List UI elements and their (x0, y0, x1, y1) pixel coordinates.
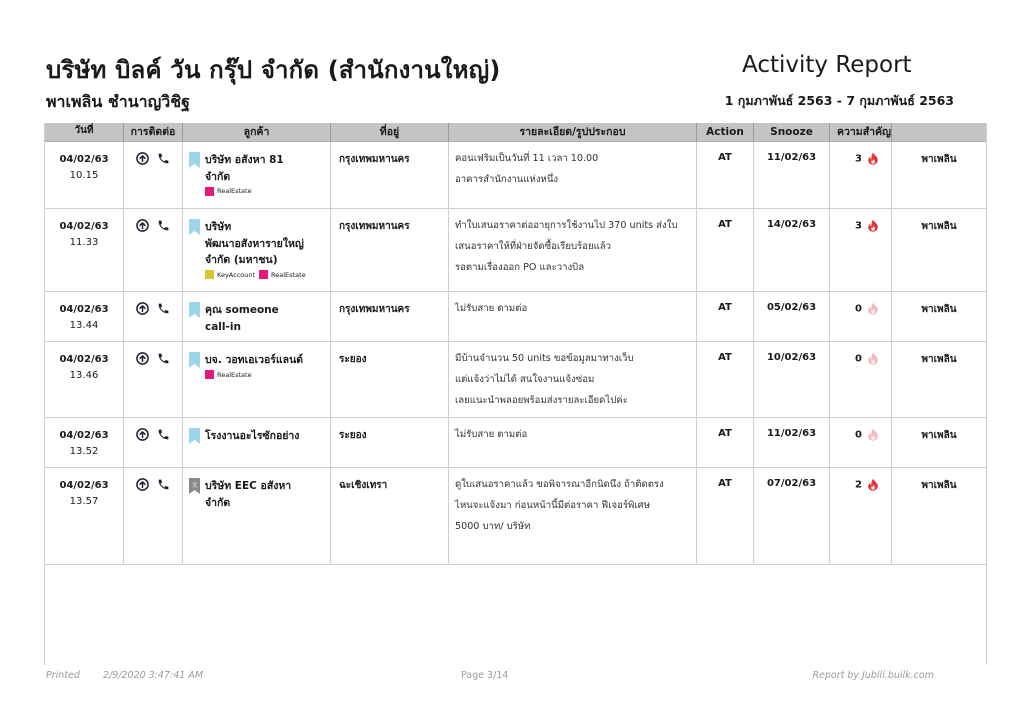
customer-tags (205, 270, 310, 283)
detail-line: ทำใบเสนอราคาต่ออายุการใช้งานไป 370 units ส่งใบ (455, 220, 678, 231)
activity-date-cell (45, 142, 124, 208)
customer-name-line: คุณ someone (205, 304, 279, 316)
outgoing-arrow-icon (136, 352, 149, 365)
snooze-cell: 05/02/63 (754, 292, 830, 341)
tag-color-swatch (259, 270, 268, 279)
customer-name[interactable] (205, 219, 310, 269)
importance-value: 0 (855, 353, 862, 365)
activity-time: 10.15 (69, 170, 99, 181)
activity-date: 04/02/63 (59, 221, 109, 232)
detail-line: คอนเฟริมเป็นวันที่ 11 เวลา 10.00 (455, 153, 599, 164)
detail-line: เลยแนะนำพลอยพร้อมส่งรายละเอียดไปค่ะ (455, 395, 628, 406)
col-customer: ลูกค้า (183, 123, 331, 141)
table-row (45, 142, 986, 209)
bookmark-icon (189, 219, 200, 235)
flame-icon (867, 302, 879, 315)
detail-line: เสนอราคาให้ที่ฝ่ายจัดซื้อเรียบร้อยแล้ว (455, 241, 612, 252)
snooze-cell: 10/02/63 (754, 342, 830, 417)
customer-cell (183, 468, 331, 564)
phone-icon (157, 152, 170, 165)
phone-icon (157, 219, 170, 232)
customer-tag (259, 270, 306, 280)
importance-cell (830, 142, 892, 208)
address-cell: ระยอง (331, 342, 449, 417)
company-name: บริษัท บิลค์ วัน กรุ๊ป จำกัด (สำนักงานใหญ่) (46, 56, 501, 84)
importance-cell (830, 292, 892, 341)
customer-name-line: บจ. วอทเอเวอร์แลนด์ (205, 354, 304, 366)
contact-cell (124, 292, 183, 341)
table-row (45, 342, 986, 418)
customer-tag (205, 186, 252, 196)
col-address: ที่อยู่ (331, 123, 449, 141)
customer-name-line: call-in (205, 320, 241, 333)
importance-value: 3 (855, 153, 862, 165)
phone-icon (157, 302, 170, 315)
details-cell (449, 468, 697, 564)
detail-line: รอตามเรื่องออก PO และวางบิล (455, 262, 585, 273)
col-details: รายละเอียด/รูปประกอบ (449, 123, 697, 141)
tag-color-swatch (205, 370, 214, 379)
col-owner (892, 123, 986, 141)
address-cell: กรุงเทพมหานคร (331, 292, 449, 341)
customer-name[interactable] (205, 302, 279, 335)
customer-name-line: จำกัด (มหาชน) (205, 254, 278, 266)
table-body (45, 142, 986, 565)
phone-icon (157, 478, 170, 491)
detail-line: มีบ้านจำนวน 50 units ขอข้อมูลมาทางเว็บ (455, 353, 634, 364)
owner-cell: พาเพลิน (921, 354, 957, 365)
details-cell (449, 418, 697, 467)
customer-tag (205, 370, 252, 380)
printed-label: Printed (46, 670, 80, 681)
tag-color-swatch (205, 187, 214, 196)
col-contact: การติดต่อ (124, 123, 183, 141)
table-header (45, 123, 986, 142)
owner-cell: พาเพลิน (921, 480, 957, 491)
customer-name-line: พัฒนาอสังหารายใหญ่ (205, 237, 304, 250)
col-snooze: Snooze (754, 123, 830, 141)
snooze-cell: 11/02/63 (754, 418, 830, 467)
detail-line: อาคารสำนักงานแห่งหนึ่ง (455, 174, 559, 185)
outgoing-arrow-icon (136, 219, 149, 232)
phone-icon (157, 352, 170, 365)
bookmark-icon (189, 302, 200, 318)
snooze-cell: 07/02/63 (754, 468, 830, 564)
tag-label: RealEstate (271, 270, 306, 279)
customer-tags (205, 370, 303, 383)
flame-icon (867, 219, 879, 232)
customer-tag (205, 270, 255, 280)
detail-line: ดูใบเสนอราคาแล้ว ขอพิจารณาอีกนิดนึง ถ้าติดตรง (455, 479, 664, 490)
address-cell: ฉะเชิงเทรา (331, 468, 449, 564)
activity-date-cell (45, 209, 124, 291)
activity-date: 04/02/63 (59, 480, 109, 491)
activity-date-cell (45, 292, 124, 341)
activity-date-cell (45, 418, 124, 467)
report-date-range: 1 กุมภาพันธ์ 2563 - 7 กุมภาพันธ์ 2563 (724, 93, 954, 108)
owner-cell: พาเพลิน (921, 221, 957, 232)
importance-cell (830, 209, 892, 291)
customer-cell (183, 209, 331, 291)
customer-name-line: จำกัด (205, 496, 231, 509)
details-cell (449, 292, 697, 341)
phone-icon (157, 428, 170, 441)
activity-time: 13.46 (69, 370, 99, 381)
bookmark-icon (189, 478, 200, 494)
detail-line: ไม่รับสาย ตามต่อ (455, 303, 528, 314)
contact-cell (124, 209, 183, 291)
bookmark-icon (189, 352, 200, 368)
table-row (45, 468, 986, 565)
customer-tags (205, 186, 284, 199)
bookmark-icon (189, 152, 200, 168)
outgoing-arrow-icon (136, 428, 149, 441)
detail-line: ไหนจะแจ้งมา ก่อนหน้านี้มีต่อราคา ฟีเจอร์พิเศษ (455, 500, 651, 511)
activity-time: 11.33 (69, 237, 99, 248)
activity-table (44, 123, 987, 665)
contact-cell (124, 142, 183, 208)
address-cell: กรุงเทพมหานคร (331, 209, 449, 291)
col-date: วันที่ (45, 123, 124, 141)
flame-icon (867, 428, 879, 441)
outgoing-arrow-icon (136, 478, 149, 491)
snooze-cell: 14/02/63 (754, 209, 830, 291)
printed-timestamp: 2/9/2020 3:47:41 AM (103, 670, 204, 681)
page-number: Page 3/14 (461, 670, 509, 681)
action-cell: AT (697, 209, 754, 291)
activity-date: 04/02/63 (59, 354, 109, 365)
owner-cell: พาเพลิน (921, 154, 957, 165)
activity-time: 13.57 (69, 496, 99, 507)
customer-name-line: จำกัด (205, 170, 231, 183)
outgoing-arrow-icon (136, 152, 149, 165)
customer-cell (183, 292, 331, 341)
tag-label: KeyAccount (217, 270, 256, 279)
tag-label: RealEstate (217, 187, 252, 195)
action-cell: AT (697, 468, 754, 564)
activity-date-cell (45, 342, 124, 417)
table-row (45, 418, 986, 468)
flame-icon (867, 152, 879, 165)
importance-cell (830, 418, 892, 467)
flame-icon (867, 352, 879, 365)
report-credit: Report by Jubili.builk.com (812, 670, 934, 681)
table-row (45, 292, 986, 342)
contact-cell (124, 468, 183, 564)
customer-name-line: โรงงานอะไรซักอย่าง (205, 430, 300, 442)
importance-value: 3 (855, 220, 862, 232)
customer-name[interactable] (205, 152, 284, 185)
activity-date: 04/02/63 (59, 304, 109, 315)
owner-cell: พาเพลิน (921, 430, 957, 441)
contact-cell (124, 418, 183, 467)
svg-text:文: 文 (191, 482, 198, 489)
detail-line: แต่แจ้งว่าไม่ได้ สนใจงานแจ้งซ่อม (455, 374, 595, 385)
col-action: Action (697, 123, 754, 141)
customer-name-line: บริษัท EEC อสังหา (205, 480, 292, 492)
importance-cell (830, 342, 892, 417)
flame-icon (867, 478, 879, 491)
customer-name-line: บริษัท (205, 221, 232, 233)
salesperson-name: พาเพลิน ชำนาญวิชิฐ (46, 92, 190, 111)
outgoing-arrow-icon (136, 302, 149, 315)
customer-name[interactable] (205, 428, 299, 445)
snooze-cell: 11/02/63 (754, 142, 830, 208)
importance-value: 0 (855, 429, 862, 441)
activity-date-cell (45, 468, 124, 564)
tag-color-swatch (205, 270, 214, 279)
importance-value: 0 (855, 303, 862, 315)
activity-date: 04/02/63 (59, 430, 109, 441)
importance-value: 2 (855, 479, 862, 491)
tag-label: RealEstate (217, 370, 252, 379)
activity-date: 04/02/63 (59, 154, 109, 165)
activity-time: 13.44 (69, 320, 99, 331)
owner-cell: พาเพลิน (921, 304, 957, 315)
activity-time: 13.52 (69, 446, 99, 457)
details-cell (449, 342, 697, 417)
bookmark-icon (189, 428, 200, 444)
action-cell: AT (697, 142, 754, 208)
customer-cell (183, 342, 331, 417)
table-row (45, 209, 986, 292)
customer-name[interactable] (205, 478, 291, 511)
details-cell (449, 209, 697, 291)
action-cell: AT (697, 418, 754, 467)
details-cell (449, 142, 697, 208)
customer-cell (183, 142, 331, 208)
report-title: Activity Report (742, 52, 912, 78)
action-cell: AT (697, 342, 754, 417)
action-cell: AT (697, 292, 754, 341)
customer-cell (183, 418, 331, 467)
detail-line: ไม่รับสาย ตามต่อ (455, 429, 528, 440)
detail-line: 5000 บาท/ บริษัท (455, 521, 531, 532)
importance-cell (830, 468, 892, 564)
contact-cell (124, 342, 183, 417)
address-cell: ระยอง (331, 418, 449, 467)
col-importance: ความสำคัญ (830, 123, 892, 141)
customer-name-line: บริษัท อสังหา 81 (205, 154, 284, 166)
address-cell: กรุงเทพมหานคร (331, 142, 449, 208)
customer-name[interactable] (205, 352, 303, 369)
